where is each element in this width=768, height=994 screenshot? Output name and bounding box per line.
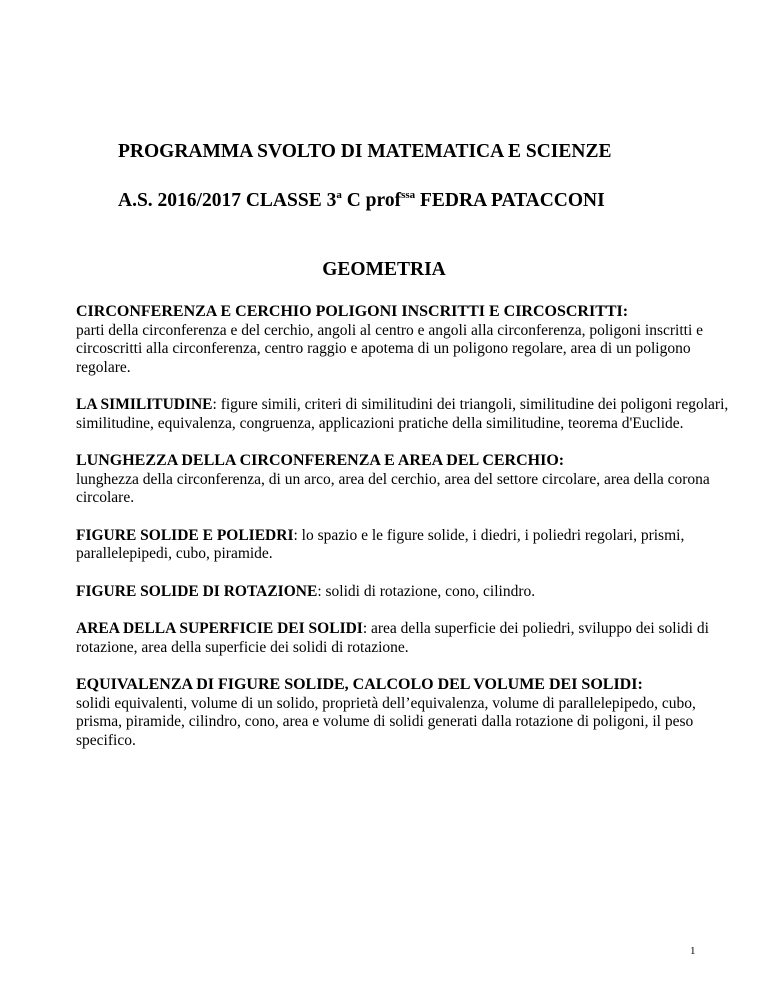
topic-body: : area della superficie dei poliedri, sviluppo dei solidi di rotazione, area della superficie dei solidi di rotazione. xyxy=(76,620,709,656)
topic-item xyxy=(76,303,736,377)
topic-body: solidi equivalenti, volume di un solido, proprietà dell’equivalenza, volume di parallelepipedo, cubo, prisma, piramide, cilindro, cono, area e volume di solidi generati dalla rotazione di poligoni, il peso specifico. xyxy=(76,694,696,749)
subtitle-teacher: FEDRA PATACCONI xyxy=(415,190,605,211)
topic-body: lunghezza della circonferenza, di un arco, area del cerchio, area del settore circolare, area della corona circolare. xyxy=(76,470,710,506)
page-number: 1 xyxy=(690,945,696,957)
prof-superscript: ssa xyxy=(401,189,416,201)
topic-item xyxy=(76,676,736,750)
topic-heading: LA SIMILITUDINE xyxy=(76,396,213,413)
document-subtitle xyxy=(118,190,605,212)
section-title: GEOMETRIA xyxy=(322,259,446,280)
topic-body: : figure simili, criteri di similitudini dei triangoli, similitudine dei poligoni regolari, similitudine, equivalenza, congruenza, applicazioni pratiche della similitudine, teorema d'Euclide. xyxy=(76,396,729,432)
topic-item xyxy=(76,396,736,433)
subtitle-prof: C prof xyxy=(341,190,402,211)
topic-heading: AREA DELLA SUPERFICIE DEI SOLIDI xyxy=(76,620,363,637)
topic-body: : solidi di rotazione, cono, cilindro. xyxy=(317,582,536,600)
topic-heading: EQUIVALENZA DI FIGURE SOLIDE, CALCOLO DEL VOLUME DEI SOLIDI: xyxy=(76,676,643,693)
topic-heading: LUNGHEZZA DELLA CIRCONFERENZA E AREA DEL CERCHIO: xyxy=(76,452,565,469)
topic-item xyxy=(76,583,736,602)
class-superscript: a xyxy=(336,189,342,201)
topic-body: parti della circonferenza e del cerchio, angoli al centro e angoli alla circonferenza, poligoni inscritti e circoscritti alla circonferenza, centro raggio e apotema di un poligono regolare, area di un poligono regolare. xyxy=(76,321,704,376)
topic-item xyxy=(76,527,736,564)
topic-item xyxy=(76,452,736,508)
topic-body: : lo spazio e le figure solide, i diedri, i poliedri regolari, prismi, parallelepipedi, cubo, piramide. xyxy=(76,526,685,562)
subtitle-year-class: A.S. 2016/2017 CLASSE 3 xyxy=(118,190,337,211)
topic-item xyxy=(76,620,736,657)
topic-list xyxy=(76,303,736,769)
topic-heading: CIRCONFERENZA E CERCHIO POLIGONI INSCRITTI E CIRCOSCRITTI: xyxy=(76,303,629,320)
topic-heading: FIGURE SOLIDE E POLIEDRI xyxy=(76,526,294,544)
topic-heading: FIGURE SOLIDE DI ROTAZIONE xyxy=(76,582,318,600)
document-title: PROGRAMMA SVOLTO DI MATEMATICA E SCIENZE xyxy=(118,141,612,162)
